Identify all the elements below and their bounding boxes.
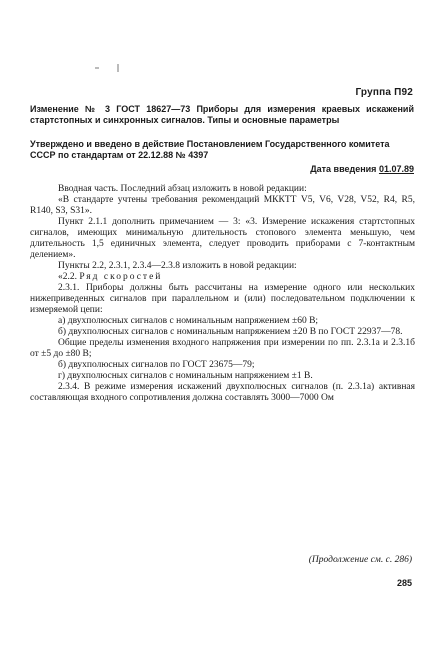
section-heading <box>30 272 415 283</box>
paragraph: 2.3.1. Приборы должны быть рассчитаны на измерение одного или нескольких нижеприведенных сигналов при параллельном и (или) последовательном подключении к измеряемой цепи: <box>30 283 415 315</box>
paragraph: Пункты 2.2, 2.3.1, 2.3.4—2.3.8 изложить в новой редакции: <box>58 261 297 271</box>
list-item: г) двухполюсных сигналов с номинальным напряжением ±1 В. <box>58 371 313 381</box>
list-item: б) двухполюсных сигналов по ГОСТ 23675—79; <box>58 360 255 370</box>
group-code: Группа П92 <box>355 87 413 98</box>
list-item: а) двухполюсных сигналов с номинальным напряжением ±60 В; <box>58 316 319 326</box>
continuation-note: (Продолжение см. с. 286) <box>308 555 412 565</box>
page-number: 285 <box>396 578 412 588</box>
effective-date-label: Дата введения <box>310 164 377 174</box>
paragraph: Вводная часть. Последний абзац изложить в новой редакции: <box>58 184 307 194</box>
amendment-title: Изменение № 3 ГОСТ 18627—73 Приборы для измерения краевых искажений стартстопных и синхронных сигналов. Типы и основные параметры <box>30 104 414 125</box>
section-heading-title: Ряд скоростей <box>79 272 163 282</box>
amendment-body <box>30 184 415 404</box>
effective-date-value: 01.07.89 <box>378 164 414 174</box>
effective-date <box>310 164 414 174</box>
paragraph: Общие пределы изменения входного напряжения при измерении по пп. 2.3.1а и 2.3.1б от ±5 до ±80 В; <box>30 338 415 359</box>
list-item: б) двухполюсных сигналов с номинальным напряжением ±20 В по ГОСТ 22937—78. <box>58 327 403 337</box>
paragraph: Пункт 2.1.1 дополнить примечанием — 3: «3. Измерение искажения стартстопных сигналов, имеющих минимальную длительность стопового элемента меньшую, чем длительность 1,5 единичных элемента, следует проводить приборами с 7-контактным делением». <box>30 217 415 260</box>
paragraph: «В стандарте учтены требования рекомендаций МККТТ V5, V6, V28, V52, R4, R5, R140, S3, S31». <box>30 195 415 216</box>
section-heading-number: «2.2. <box>58 272 80 282</box>
approval-statement: Утверждено и введено в действие Постановлением Государственного комитета СССР по стандартам от 22.12.88 № 4397 <box>30 139 390 160</box>
paragraph: 2.3.4. В режиме измерения искажений двухполюсных сигналов (п. 2.3.1а) активная составляющая входного сопротивления должна составлять 3000—7000 Ом <box>30 382 415 403</box>
